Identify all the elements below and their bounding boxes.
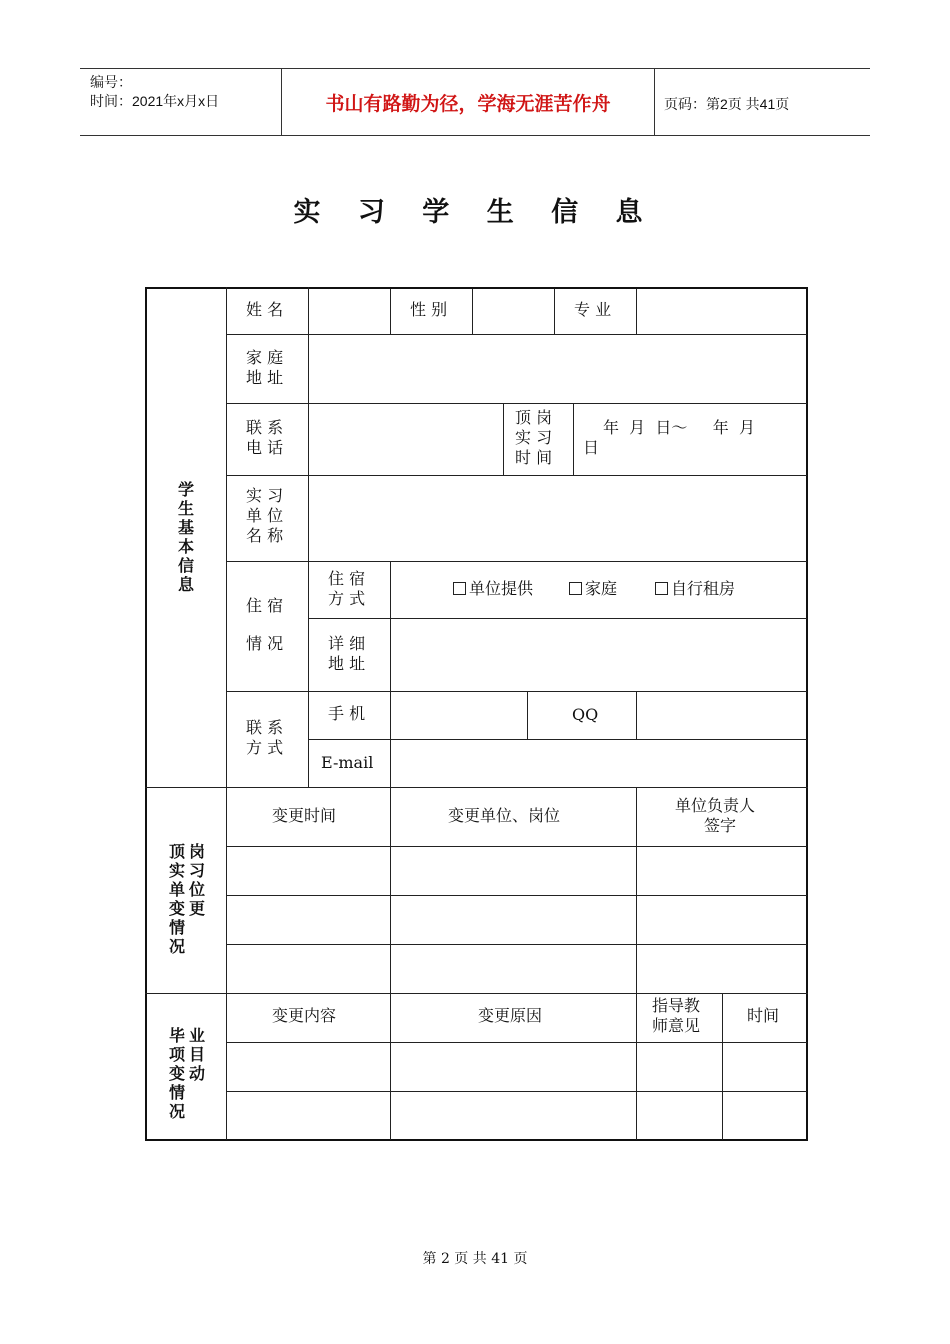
unit-change-unit-header: 变更单位、岗位 bbox=[448, 806, 561, 825]
unit-change-sign-header: 签字 bbox=[704, 816, 737, 835]
company-name-label: 名 称 bbox=[246, 526, 284, 545]
name-label: 姓 名 bbox=[246, 300, 284, 319]
page-footer: 第 2 页 共 41 页 bbox=[422, 1251, 528, 1267]
section-label-project-change: 毕项变情况 bbox=[168, 1026, 185, 1121]
header-bottom-rule bbox=[80, 135, 870, 136]
unit-change-time-header: 变更时间 bbox=[272, 806, 337, 825]
housing-label: 情 况 bbox=[246, 634, 284, 653]
housing-option-home[interactable]: 家庭 bbox=[569, 579, 617, 599]
section-label-project-change: 业目动 bbox=[188, 1026, 205, 1083]
project-change-time-header: 时间 bbox=[747, 1006, 780, 1025]
project-change-teacher-header: 师意见 bbox=[652, 1016, 701, 1035]
housing-option-rent[interactable]: 自行租房 bbox=[655, 579, 735, 599]
internship-period-label: 实 习 bbox=[515, 428, 553, 447]
section-label-basic: 学生基本信息 bbox=[177, 480, 194, 594]
housing-type-label: 方 式 bbox=[328, 589, 366, 608]
detailed-address-label: 详 细 bbox=[328, 634, 366, 653]
contact-method-label: 方 式 bbox=[246, 738, 284, 757]
company-name-label: 单 位 bbox=[246, 506, 284, 525]
motto: 书山有路勤为径，学海无涯苦作舟 bbox=[325, 93, 611, 115]
time-label: 时间：2021年x月x日 bbox=[90, 93, 220, 109]
internship-period-value: 年 月 日～ 年 月 bbox=[603, 418, 755, 437]
company-name-label: 实 习 bbox=[246, 486, 284, 505]
internship-period-value: 日 bbox=[583, 438, 600, 457]
mobile-label: 手 机 bbox=[328, 704, 366, 723]
checkbox-icon[interactable] bbox=[569, 582, 582, 595]
project-change-teacher-header: 指导教 bbox=[652, 996, 701, 1015]
housing-option-company[interactable]: 单位提供 bbox=[453, 579, 533, 599]
checkbox-icon[interactable] bbox=[453, 582, 466, 595]
phone-label: 电 话 bbox=[246, 438, 284, 457]
page-label: 页码：第2页 共41页 bbox=[664, 96, 790, 112]
checkbox-icon[interactable] bbox=[655, 582, 668, 595]
major-label: 专 业 bbox=[574, 300, 612, 319]
section-label-unit-change: 岗习位更 bbox=[188, 842, 205, 918]
qq-label: QQ bbox=[572, 705, 599, 724]
home-address-label: 家 庭 bbox=[246, 348, 284, 367]
gender-label: 性 别 bbox=[410, 300, 448, 319]
email-label: E-mail bbox=[321, 753, 374, 772]
number-label: 编号： bbox=[90, 74, 132, 90]
detailed-address-label: 地 址 bbox=[328, 654, 366, 673]
internship-period-label: 顶 岗 bbox=[515, 408, 553, 427]
project-change-reason-header: 变更原因 bbox=[478, 1006, 543, 1025]
internship-period-label: 时 间 bbox=[515, 448, 553, 467]
unit-change-sign-header: 单位负责人 bbox=[675, 796, 756, 815]
project-change-content-header: 变更内容 bbox=[272, 1006, 337, 1025]
header-top-rule bbox=[80, 68, 870, 69]
home-address-label: 地 址 bbox=[246, 368, 284, 387]
section-label-unit-change: 顶实单变情况 bbox=[168, 842, 185, 956]
header-divider bbox=[654, 68, 655, 136]
contact-method-label: 联 系 bbox=[246, 718, 284, 737]
housing-label: 住 宿 bbox=[246, 596, 284, 615]
phone-label: 联 系 bbox=[246, 418, 284, 437]
housing-type-label: 住 宿 bbox=[328, 569, 366, 588]
page-title: 实 习 学 生 信 息 bbox=[293, 197, 657, 228]
